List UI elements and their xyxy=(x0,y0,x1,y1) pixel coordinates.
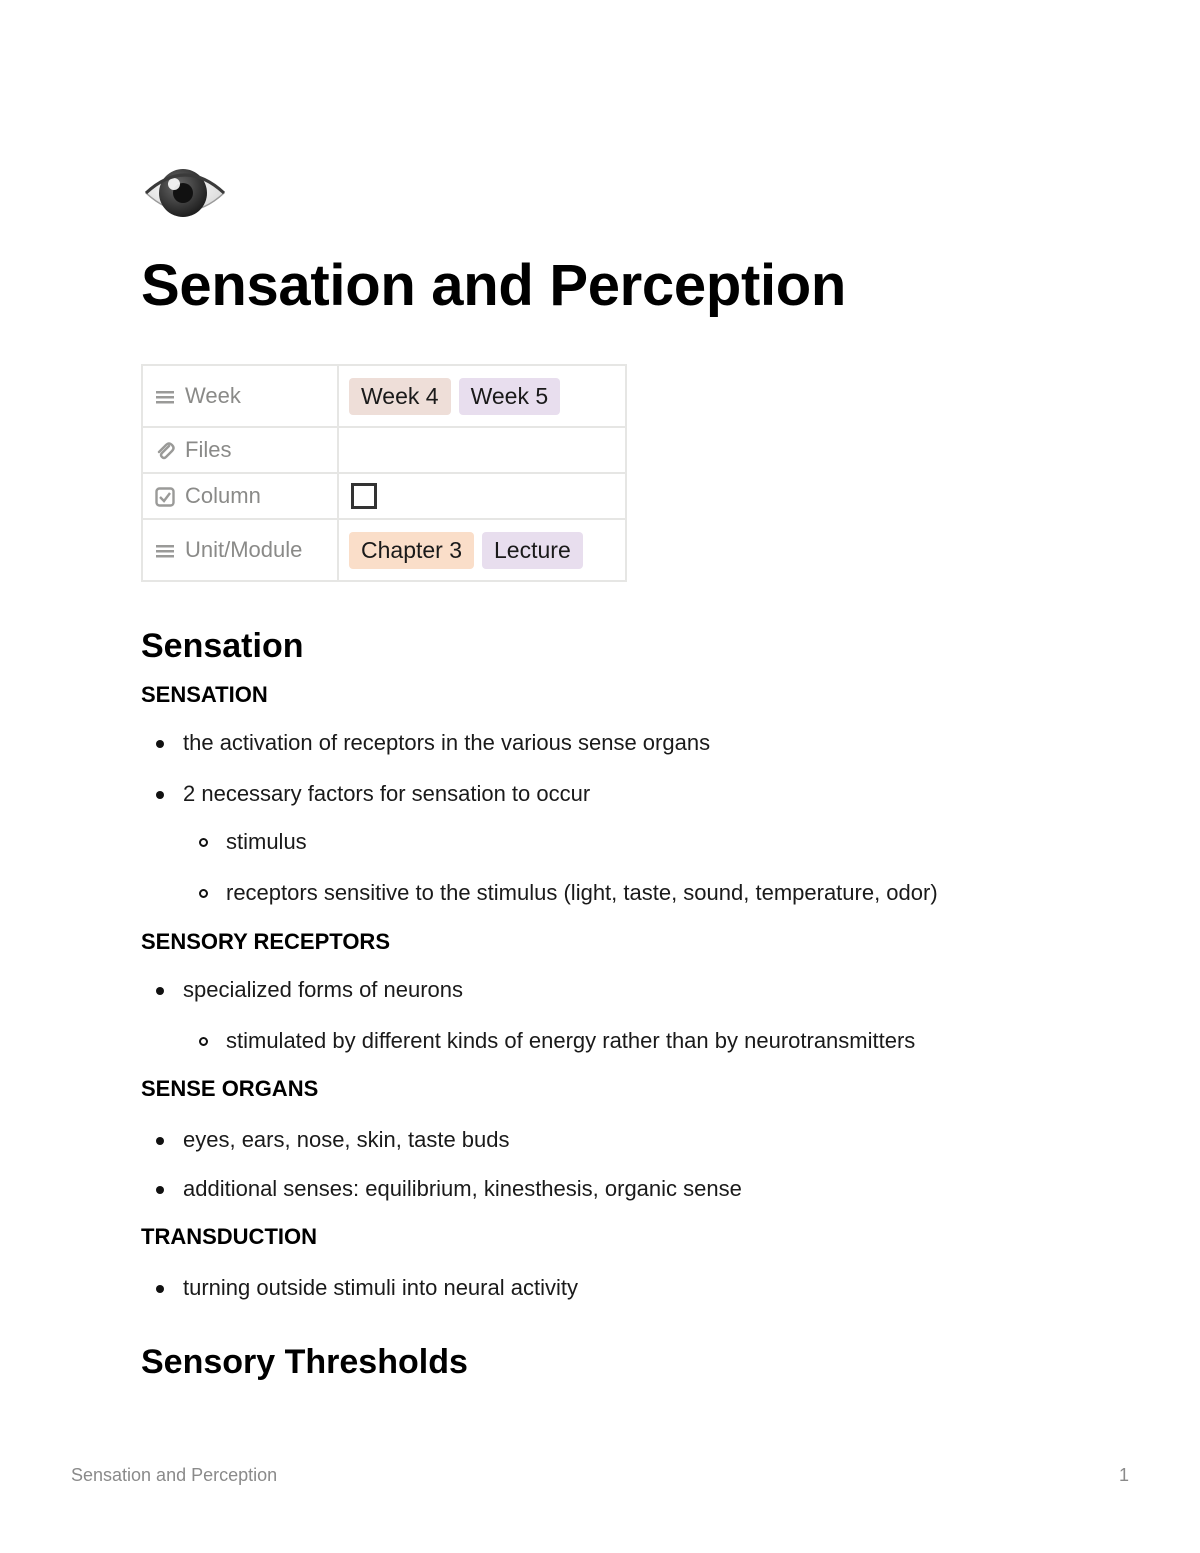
tag-week-5[interactable]: Week 5 xyxy=(459,378,561,415)
list-item: additional senses: equilibrium, kinesthesis, organic sense xyxy=(183,1176,742,1201)
property-key-unit xyxy=(142,519,338,581)
list-item: stimulus xyxy=(226,829,307,854)
subheading-sense-organs: SENSE ORGANS xyxy=(141,1076,319,1101)
property-row-week xyxy=(142,365,626,427)
property-value-unit[interactable] xyxy=(338,519,626,581)
paperclip-icon xyxy=(155,441,175,461)
eye-icon xyxy=(143,163,227,223)
list-item: 2 necessary factors for sensation to occur xyxy=(183,781,591,806)
property-value-files[interactable] xyxy=(338,427,626,473)
property-label-files: Files xyxy=(185,437,232,462)
checkbox-icon xyxy=(155,487,175,507)
property-key-column xyxy=(142,473,338,519)
heading-sensory-thresholds: Sensory Thresholds xyxy=(141,1343,468,1381)
heading-sensation: Sensation xyxy=(141,627,304,665)
tag-chapter-3[interactable]: Chapter 3 xyxy=(349,532,474,569)
property-row-unit xyxy=(142,519,626,581)
column-checkbox[interactable] xyxy=(351,483,377,509)
subheading-sensory-receptors: SENSORY RECEPTORS xyxy=(141,929,390,954)
footer-title: Sensation and Perception xyxy=(71,1465,278,1485)
property-key-files xyxy=(142,427,338,473)
list-item: eyes, ears, nose, skin, taste buds xyxy=(183,1127,510,1152)
list-item: specialized forms of neurons xyxy=(183,977,464,1002)
property-value-column xyxy=(338,473,626,519)
list-item: the activation of receptors in the various sense organs xyxy=(183,730,711,755)
subheading-transduction: TRANSDUCTION xyxy=(141,1224,317,1249)
property-label-unit: Unit/Module xyxy=(185,537,303,562)
page-title: Sensation and Perception xyxy=(141,253,847,318)
tag-lecture[interactable]: Lecture xyxy=(482,532,583,569)
property-row-files xyxy=(142,427,626,473)
list-item: turning outside stimuli into neural activity xyxy=(183,1275,578,1300)
tag-week-4[interactable]: Week 4 xyxy=(349,378,451,415)
property-value-week[interactable] xyxy=(338,365,626,427)
subheading-sensation: SENSATION xyxy=(141,682,268,707)
property-row-column xyxy=(142,473,626,519)
property-label-week: Week xyxy=(185,383,241,408)
list-item: receptors sensitive to the stimulus (light, taste, sound, temperature, odor) xyxy=(226,880,938,905)
multi-select-icon xyxy=(155,387,175,407)
multi-select-icon xyxy=(155,541,175,561)
property-key-week xyxy=(142,365,338,427)
property-label-column: Column xyxy=(185,483,261,508)
properties-table xyxy=(141,364,627,582)
footer-page-number: 1 xyxy=(1118,1465,1129,1485)
list-item: stimulated by different kinds of energy rather than by neurotransmitters xyxy=(226,1028,916,1053)
